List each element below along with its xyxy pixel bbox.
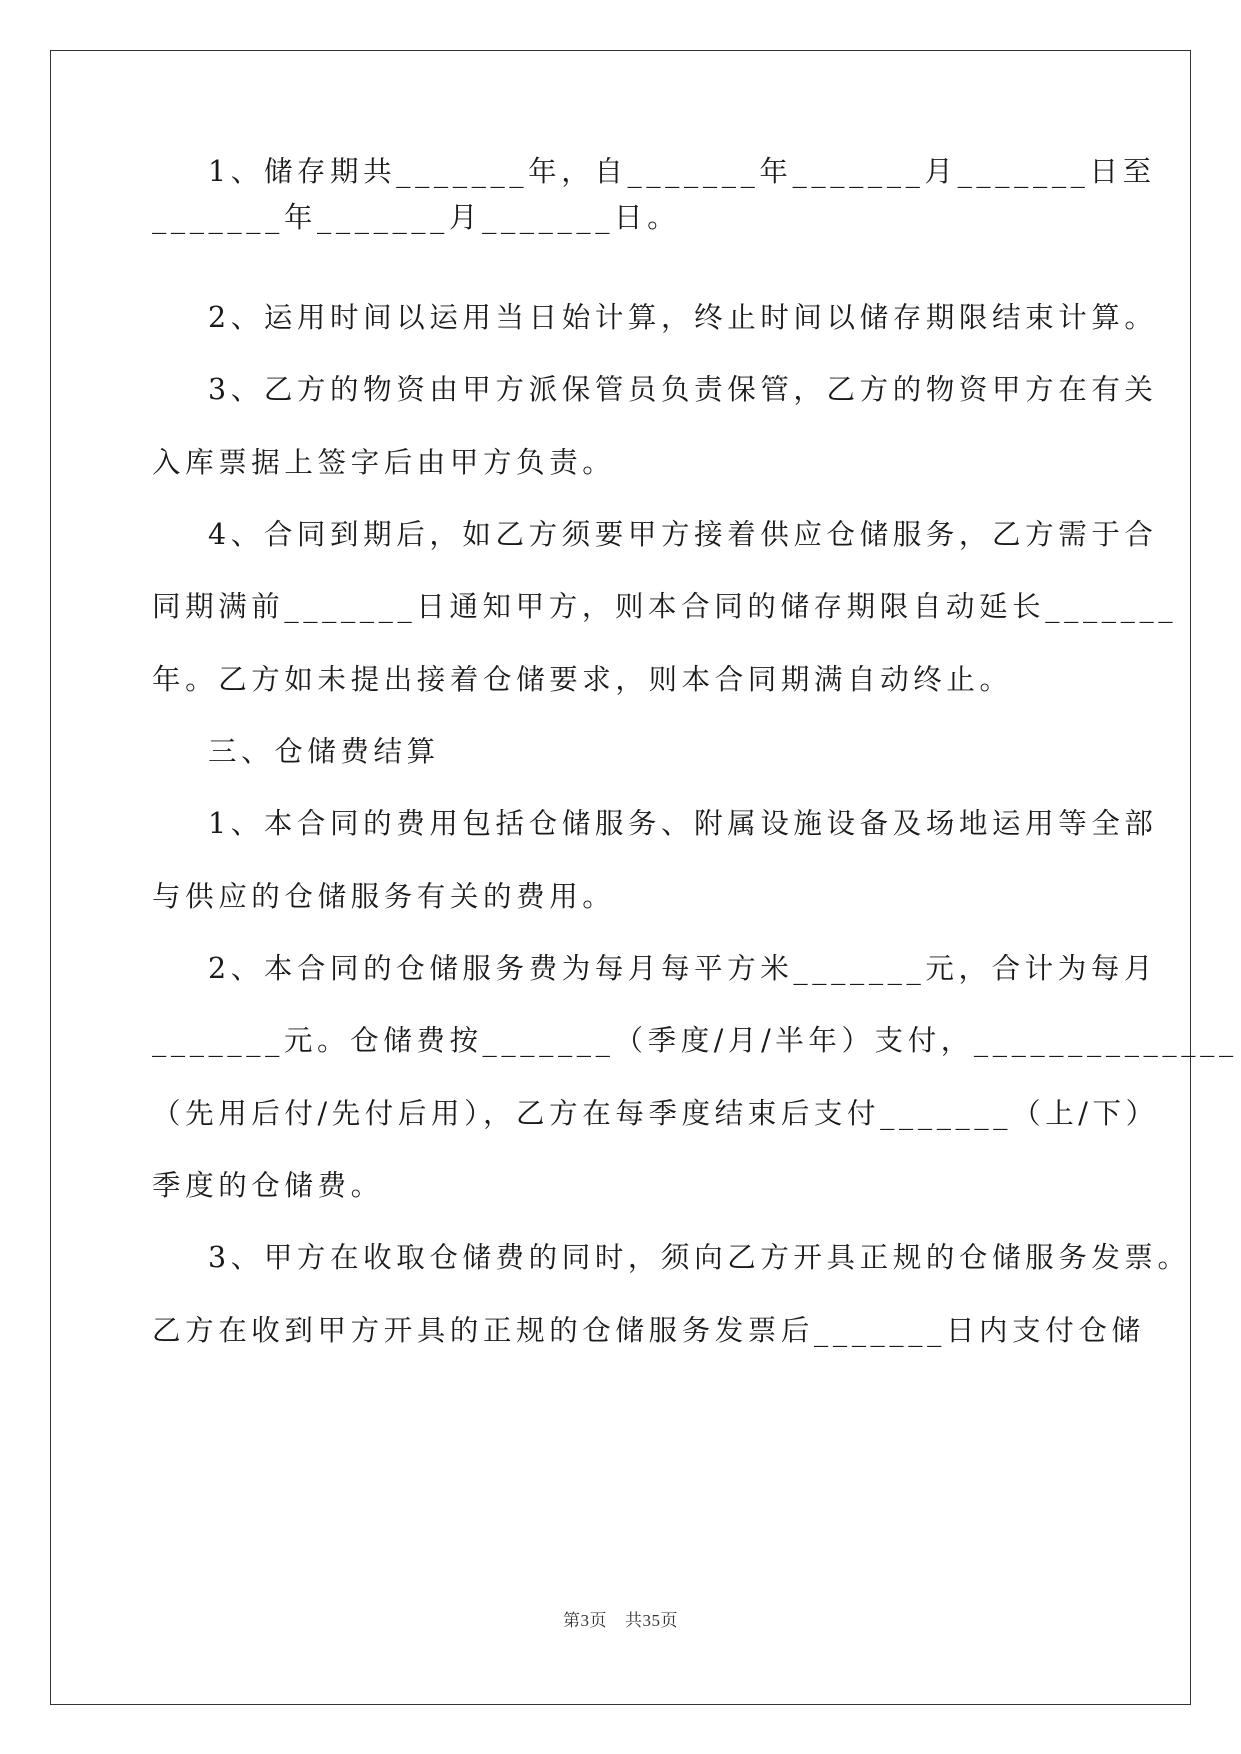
paragraph-line: 乙方在收到甲方开具的正规的仓储服务发票后_______日内支付仓储: [152, 1314, 1145, 1347]
paragraph-line: 入库票据上签字后由甲方负责。: [152, 446, 616, 479]
page-total: 共35页: [625, 1611, 678, 1630]
page-footer: [0, 1606, 1241, 1631]
paragraph-line: 3、甲方在收取仓储费的同时，须向乙方开具正规的仓储服务发票。: [208, 1241, 1191, 1274]
paragraph-line: 年。乙方如未提出接着仓储要求，则本合同期满自动终止。: [152, 663, 1013, 696]
paragraph-line: 2、运用时间以运用当日始计算，终止时间以储存期限结束计算。: [208, 301, 1158, 334]
paragraph-line: 季度的仓储费。: [152, 1169, 384, 1202]
page-number: 第3页: [563, 1611, 607, 1630]
paragraph-line: 1、本合同的费用包括仓储服务、附属设施设备及场地运用等全部: [208, 807, 1158, 840]
paragraph-line: 与供应的仓储服务有关的费用。: [152, 880, 616, 913]
paragraph-line: 同期满前_______日通知甲方，则本合同的储存期限自动延长_______: [152, 590, 1178, 623]
paragraph-line: 2、本合同的仓储服务费为每月每平方米_______元，合计为每月: [208, 952, 1158, 985]
paragraph-line: 1、储存期共_______年，自_______年_______月_______日至: [208, 155, 1156, 188]
paragraph-line: 3、乙方的物资由甲方派保管员负责保管，乙方的物资甲方在有关: [208, 373, 1158, 406]
paragraph-line: _______年_______月_______日。: [152, 201, 681, 234]
paragraph-line: （先用后付/先付后用），乙方在每季度结束后支付_______（上/下）: [152, 1097, 1159, 1130]
paragraph-line: 4、合同到期后，如乙方须要甲方接着供应仓储服务，乙方需于合: [208, 518, 1158, 551]
paragraph-line: _______元。仓储费按_______（季度/月/半年）支付，______________: [152, 1024, 1238, 1057]
section-heading: 三、仓储费结算: [208, 735, 440, 768]
